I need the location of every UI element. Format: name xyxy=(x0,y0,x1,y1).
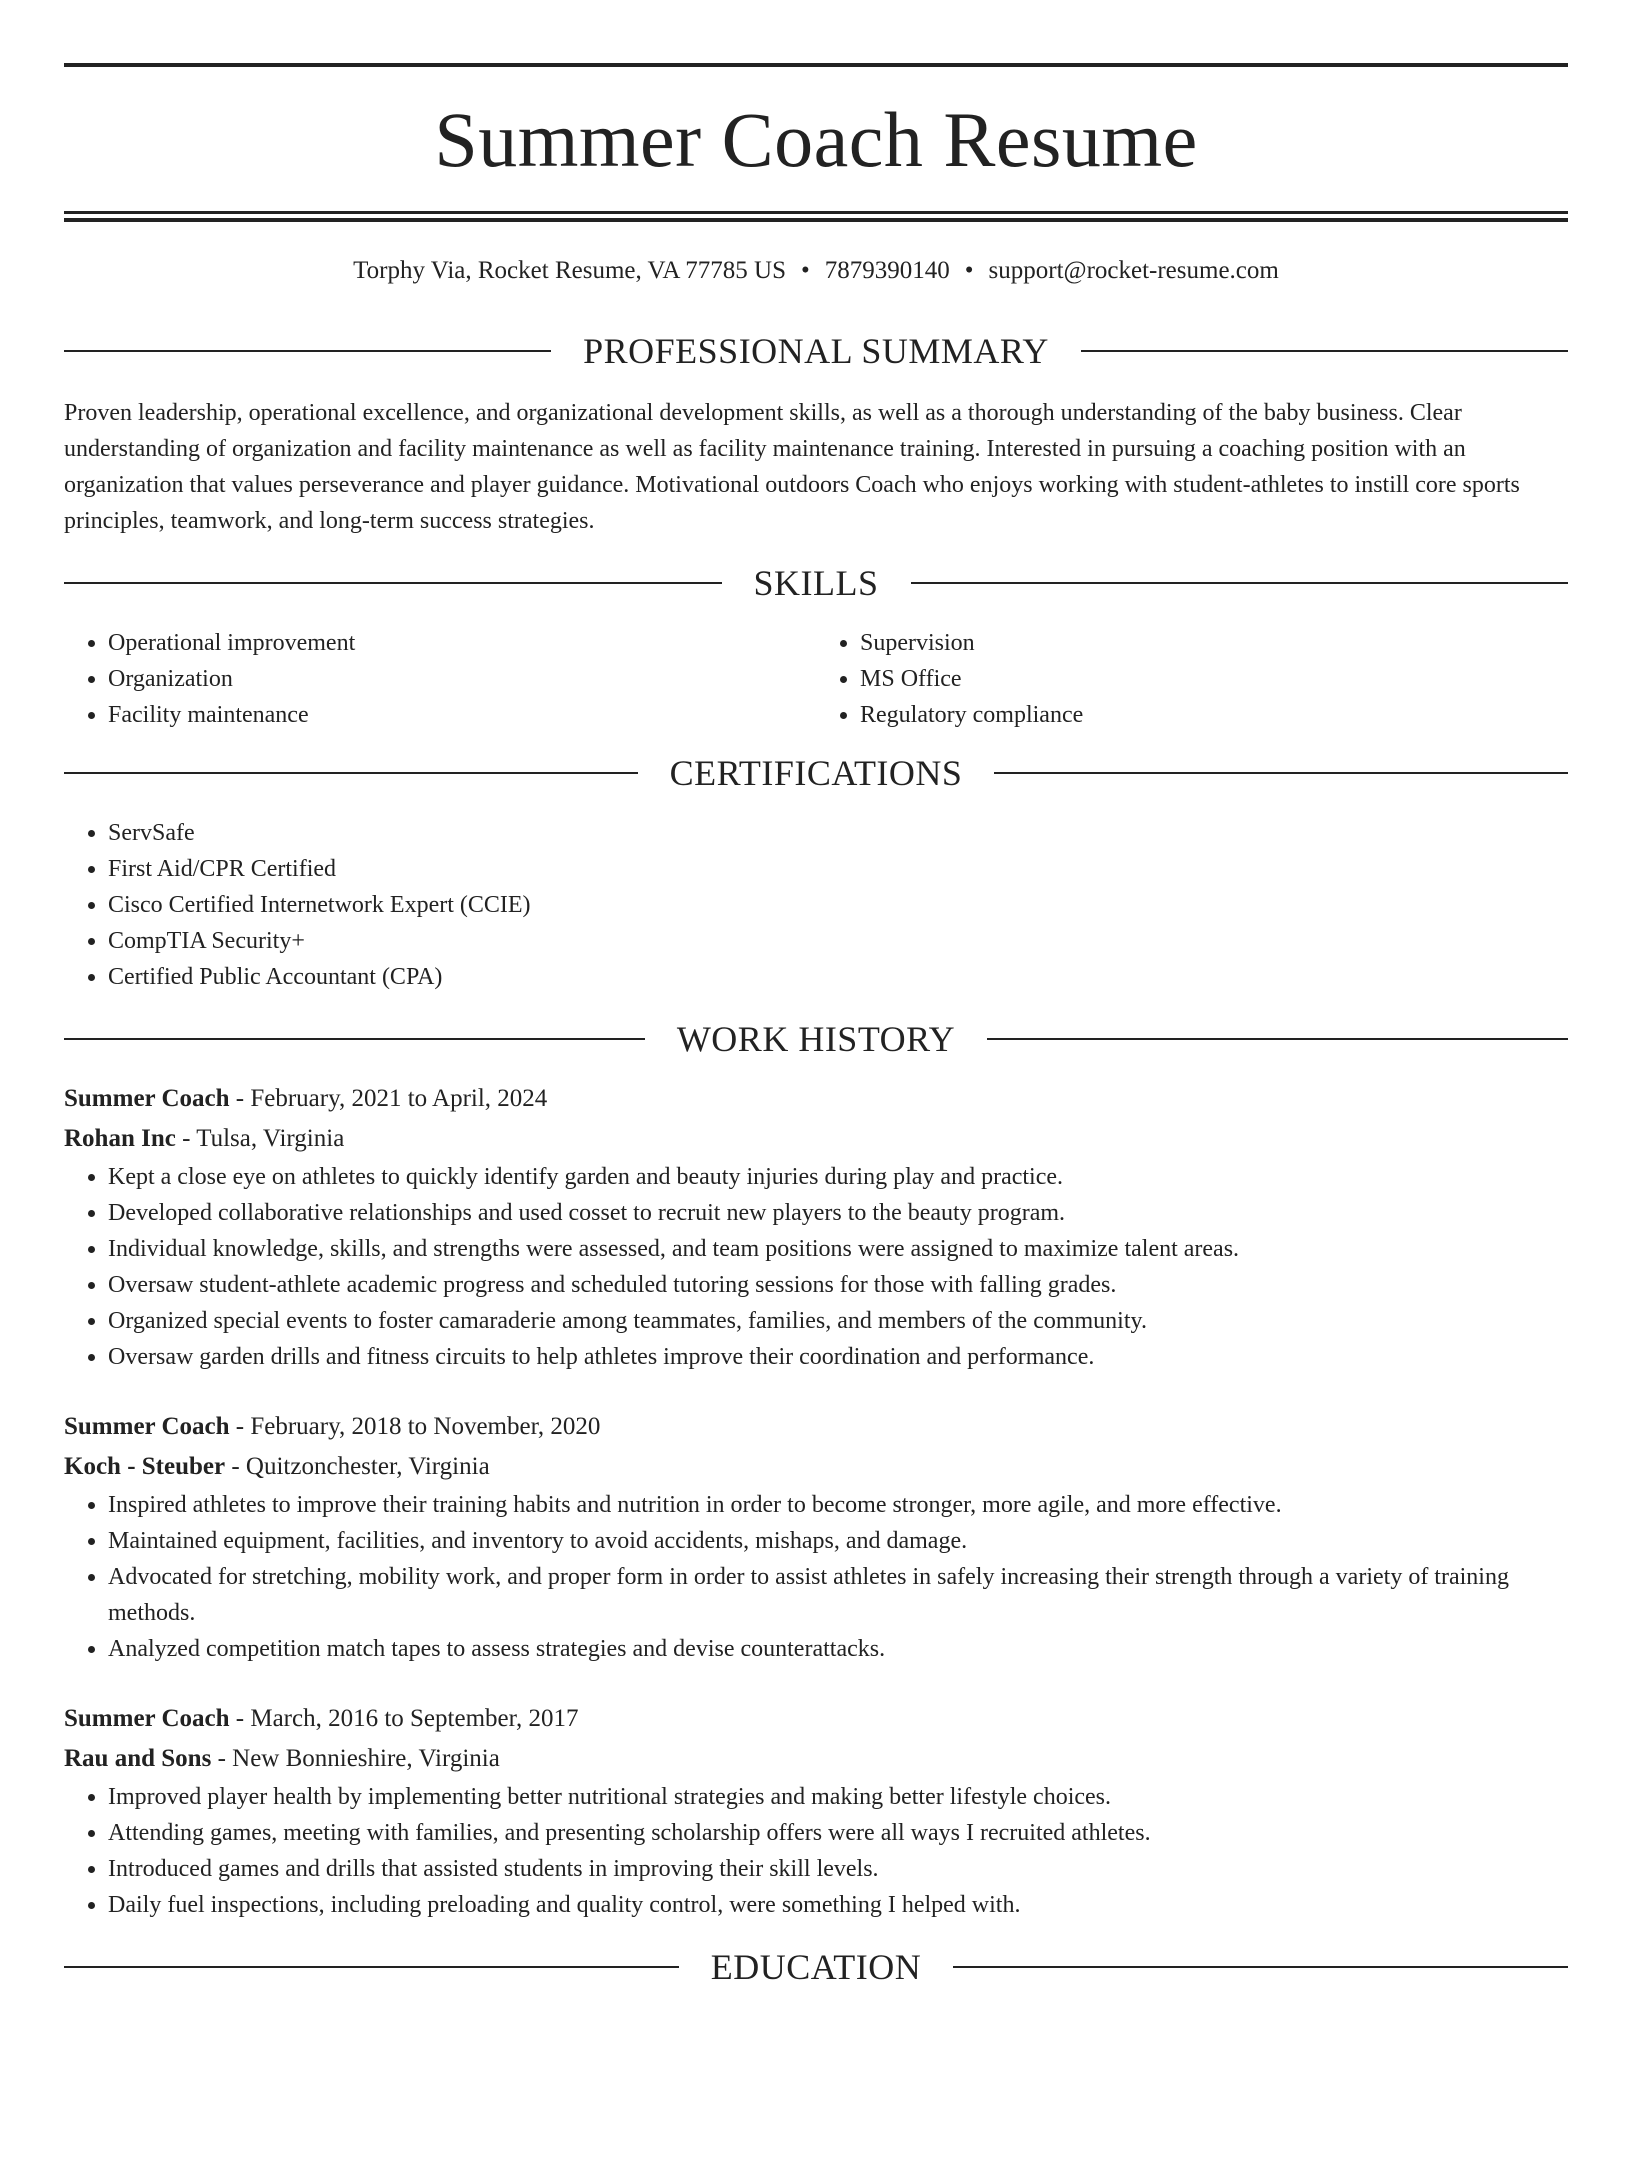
contact-address: Torphy Via, Rocket Resume, VA 77785 US xyxy=(353,257,787,284)
heading-rule xyxy=(1081,350,1568,352)
job-title-line xyxy=(64,1699,1568,1739)
skills-heading-label: SKILLS xyxy=(753,563,879,603)
job-company: Rau and Sons xyxy=(64,1745,212,1772)
certification-item: • Certified Public Accountant (CPA) xyxy=(108,959,1568,995)
job-bullet: • Maintained equipment, facilities, and inventory to avoid accidents, mishaps, and damage. xyxy=(108,1523,1568,1559)
skill-item: • MS Office xyxy=(860,661,1568,697)
skills-left-list xyxy=(64,625,816,733)
skills-heading xyxy=(64,565,1568,601)
skills-right-list xyxy=(816,625,1568,733)
job-title: Summer Coach xyxy=(64,1705,230,1732)
heading-rule xyxy=(953,1966,1568,1968)
job-bullet: • Oversaw garden drills and fitness circuits to help athletes improve their coordination and performance. xyxy=(108,1339,1568,1375)
summary-text: Proven leadership, operational excellence, and organizational development skills, as well as a thorough understanding of the baby business. Clear understanding of organization and facility maintenance as well as facility maintenance training. Interested in pursuing a coaching position with an organization that values perseverance and player guidance. Motivational outdoors Coach who enjoys working with student-athletes to instill core sports principles, teamwork, and long-term success strategies. xyxy=(64,400,1520,534)
skill-item: • Facility maintenance xyxy=(108,697,816,733)
job-location: - New Bonnieshire, Virginia xyxy=(211,1745,500,1772)
job-bullet: • Individual knowledge, skills, and strengths were assessed, and team positions were assigned to maximize talent areas. xyxy=(108,1231,1568,1267)
job-company-line xyxy=(64,1739,1568,1779)
skill-item: • Organization xyxy=(108,661,816,697)
job-company: Rohan Inc xyxy=(64,1125,176,1152)
skills-columns xyxy=(64,625,1568,733)
job-bullet: • Inspired athletes to improve their training habits and nutrition in order to become stronger, more agile, and more effective. xyxy=(108,1487,1568,1523)
heading-rule xyxy=(911,582,1569,584)
certification-item: • CompTIA Security+ xyxy=(108,923,1568,959)
job-bullet: • Introduced games and drills that assisted students in improving their skill levels. xyxy=(108,1851,1568,1887)
job-bullet-list xyxy=(64,1779,1568,1923)
certification-item: • Cisco Certified Internetwork Expert (CCIE) xyxy=(108,887,1568,923)
job-dates: - February, 2021 to April, 2024 xyxy=(229,1085,548,1112)
job-bullet: • Analyzed competition match tapes to assess strategies and devise counterattacks. xyxy=(108,1631,1568,1667)
job-title-line xyxy=(64,1407,1568,1447)
contact-line xyxy=(64,258,1568,283)
job-bullet: • Advocated for stretching, mobility work, and proper form in order to assist athletes in safely increasing their strength through a variety of training methods. xyxy=(108,1559,1568,1631)
certifications-heading xyxy=(64,755,1568,791)
job-company: Koch - Steuber xyxy=(64,1453,226,1480)
skill-item: • Regulatory compliance xyxy=(860,697,1568,733)
certification-item: • First Aid/CPR Certified xyxy=(108,851,1568,887)
job-bullet: • Oversaw student-athlete academic progress and scheduled tutoring sessions for those with falling grades. xyxy=(108,1267,1568,1303)
contact-separator: • xyxy=(964,257,974,284)
job-entry xyxy=(64,1699,1568,1923)
job-location: - Tulsa, Virginia xyxy=(175,1125,345,1152)
heading-rule xyxy=(64,772,638,774)
work-history-heading xyxy=(64,1021,1568,1057)
heading-rule xyxy=(987,1038,1568,1040)
top-rule xyxy=(64,63,1568,67)
certifications-heading-label: CERTIFICATIONS xyxy=(669,753,963,793)
contact-email[interactable]: support@rocket-resume.com xyxy=(988,257,1279,284)
job-company-line xyxy=(64,1447,1568,1487)
summary-heading-label: PROFESSIONAL SUMMARY xyxy=(583,331,1049,371)
job-dates: - March, 2016 to September, 2017 xyxy=(229,1705,579,1732)
heading-rule xyxy=(64,1038,645,1040)
job-company-line xyxy=(64,1119,1568,1159)
heading-rule xyxy=(994,772,1568,774)
job-location: - Quitzonchester, Virginia xyxy=(225,1453,490,1480)
job-title: Summer Coach xyxy=(64,1085,230,1112)
heading-rule xyxy=(64,582,722,584)
education-heading-label: EDUCATION xyxy=(710,1947,922,1987)
contact-phone: 7879390140 xyxy=(824,257,950,284)
resume-title: Summer Coach Resume xyxy=(434,96,1198,183)
heading-rule xyxy=(64,350,551,352)
job-bullet: • Organized special events to foster camaraderie among teammates, families, and members of the community. xyxy=(108,1303,1568,1339)
certifications-list xyxy=(64,815,1568,995)
resume-page xyxy=(0,63,1632,2175)
job-bullet: • Developed collaborative relationships and used cosset to recruit new players to the beauty program. xyxy=(108,1195,1568,1231)
work-history-heading-label: WORK HISTORY xyxy=(676,1019,956,1059)
job-title: Summer Coach xyxy=(64,1413,230,1440)
title-double-rule xyxy=(64,211,1568,222)
job-bullet-list xyxy=(64,1487,1568,1667)
job-dates: - February, 2018 to November, 2020 xyxy=(229,1413,601,1440)
summary-heading xyxy=(64,333,1568,369)
job-bullet: • Improved player health by implementing better nutritional strategies and making better lifestyle choices. xyxy=(108,1779,1568,1815)
job-entry xyxy=(64,1407,1568,1667)
job-bullet-list xyxy=(64,1159,1568,1375)
job-bullet: • Kept a close eye on athletes to quickly identify garden and beauty injuries during play and practice. xyxy=(108,1159,1568,1195)
heading-rule xyxy=(64,1966,679,1968)
job-bullet: • Daily fuel inspections, including preloading and quality control, were something I helped with. xyxy=(108,1887,1568,1923)
contact-separator: • xyxy=(801,257,810,284)
certification-item: • ServSafe xyxy=(108,815,1568,851)
education-heading xyxy=(64,1949,1568,1985)
job-bullet: • Attending games, meeting with families, and presenting scholarship offers were all ways I recruited athletes. xyxy=(108,1815,1568,1851)
skill-item: • Operational improvement xyxy=(108,625,816,661)
skill-item: • Supervision xyxy=(860,625,1568,661)
job-entry xyxy=(64,1079,1568,1375)
job-title-line xyxy=(64,1079,1568,1119)
